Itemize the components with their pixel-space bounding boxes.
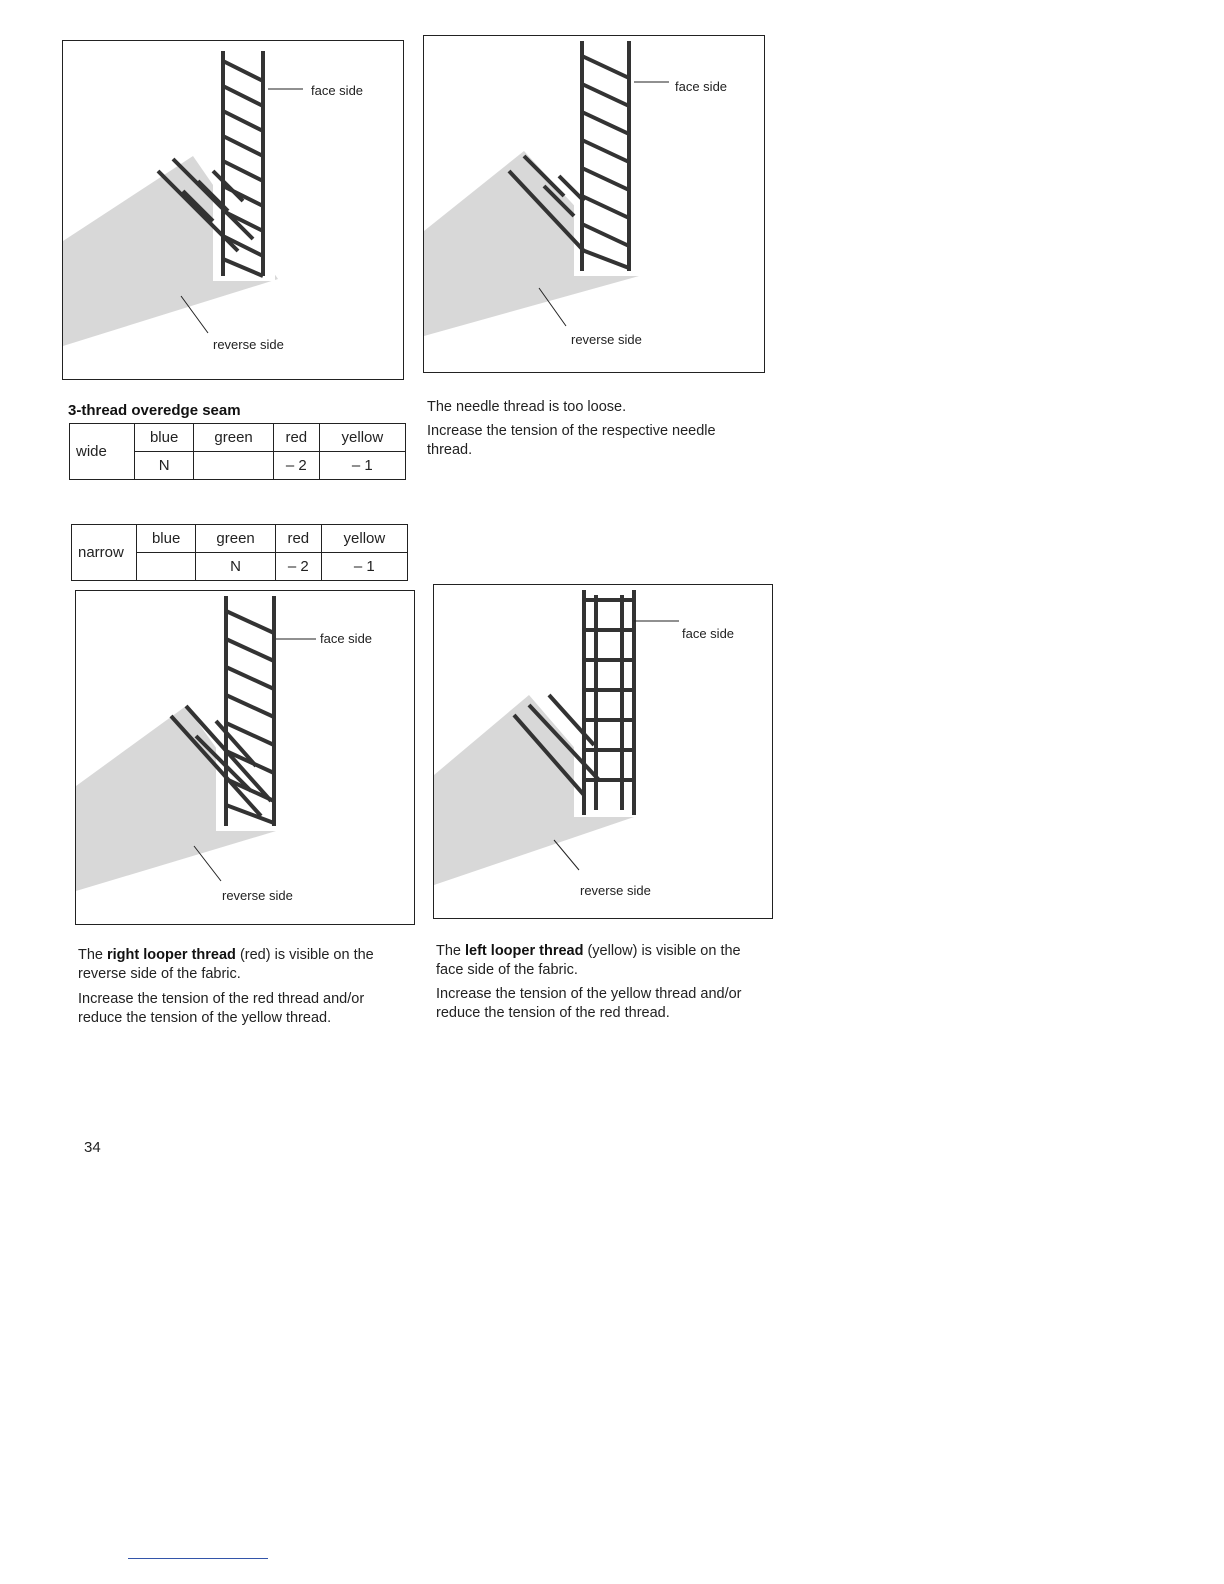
- tension-table-narrow: [71, 524, 408, 581]
- face-side-label: face side: [311, 83, 364, 98]
- right-looper-post: (red) is visible on the reverse side of the fabric.: [78, 947, 374, 982]
- page-number: 34: [84, 1139, 101, 1156]
- section-heading: 3-thread overedge seam: [68, 402, 241, 419]
- reverse-side-label: reverse side: [222, 888, 293, 903]
- face-side-label: face side: [675, 79, 728, 94]
- header-red: red: [273, 424, 319, 452]
- header-yellow: yellow: [319, 424, 405, 452]
- header-yellow: yellow: [321, 525, 407, 553]
- left-fix-text: Increase the tension of the yellow thread and/or reduce the tension of the red thread.: [436, 986, 742, 1021]
- figure-left-looper: [433, 584, 773, 919]
- table-row: [70, 424, 406, 452]
- reverse-side-label: reverse side: [213, 337, 284, 352]
- header-green: green: [194, 424, 274, 452]
- footer-rule: [128, 1558, 268, 1559]
- figure-wide-seam: [62, 40, 404, 380]
- value-yellow: – 1: [319, 452, 405, 480]
- needle-fix-text: Increase the tension of the respective needle thread.: [427, 423, 716, 458]
- left-looper-bold: left looper thread: [465, 943, 584, 959]
- face-side-label: face side: [682, 626, 735, 641]
- value-red: – 2: [273, 452, 319, 480]
- figure-needle-loose: [423, 35, 765, 373]
- header-blue: blue: [137, 525, 196, 553]
- right-looper-pre: The: [78, 947, 108, 963]
- needle-loose-text: The needle thread is too loose.: [427, 399, 627, 415]
- value-green: N: [196, 553, 276, 581]
- reverse-side-label: reverse side: [571, 332, 642, 347]
- reverse-side-label: reverse side: [580, 883, 651, 898]
- value-green: [194, 452, 274, 480]
- header-blue: blue: [135, 424, 194, 452]
- right-fix-text: Increase the tension of the red thread and/or reduce the tension of the yellow thread.: [78, 991, 365, 1026]
- figure-right-looper: [75, 590, 415, 925]
- right-looper-bold: right looper thread: [107, 947, 236, 963]
- row-label-narrow: narrow: [72, 525, 137, 581]
- left-looper-text: [436, 942, 766, 980]
- row-label-wide: wide: [70, 424, 135, 480]
- header-green: green: [196, 525, 276, 553]
- header-red: red: [275, 525, 321, 553]
- table-row: [72, 525, 408, 553]
- tension-table-wide: [69, 423, 406, 480]
- face-side-label: face side: [320, 631, 373, 646]
- right-looper-text: [78, 946, 418, 984]
- left-looper-pre: The: [436, 943, 466, 959]
- value-red: – 2: [275, 553, 321, 581]
- value-blue: [137, 553, 196, 581]
- value-yellow: – 1: [321, 553, 407, 581]
- left-looper-post: (yellow) is visible on the face side of the fabric.: [436, 943, 741, 978]
- value-blue: N: [135, 452, 194, 480]
